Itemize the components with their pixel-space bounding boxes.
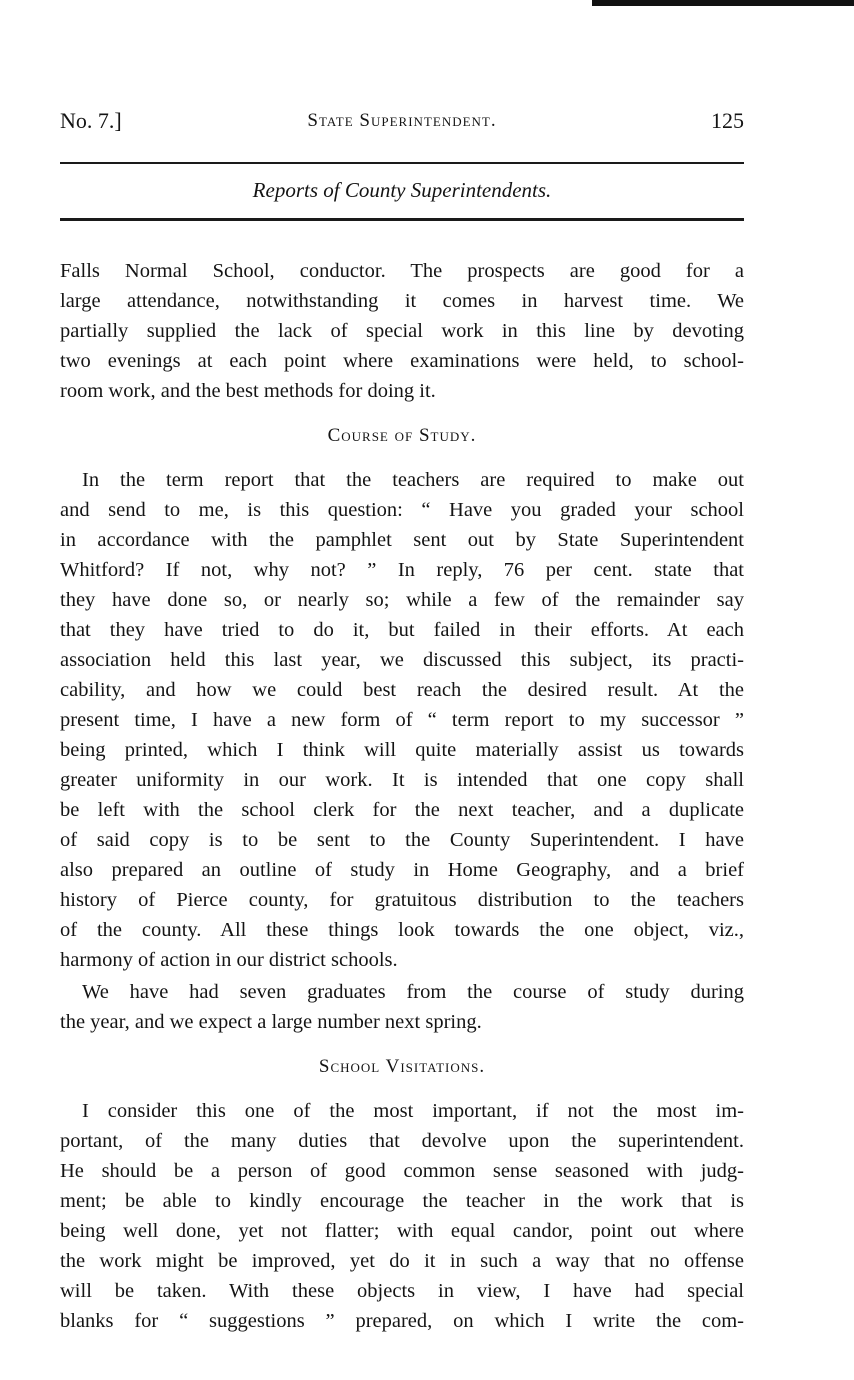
- text-line: harmony of action in our district schools.: [60, 949, 398, 971]
- text-line: greater uniformity in our work. It is intended that one copy shall: [60, 769, 744, 791]
- text-line: that they have tried to do it, but failed in their efforts. At each: [60, 619, 744, 641]
- text-line: We have had seven graduates from the course of study during: [82, 981, 744, 1003]
- text-line: Whitford? If not, why not? ” In reply, 76 per cent. state that: [60, 559, 744, 581]
- text-line: be left with the school clerk for the next teacher, and a duplicate: [60, 799, 744, 821]
- text-line: portant, of the many duties that devolve upon the superintendent.: [60, 1130, 744, 1152]
- header-rule-top: [60, 162, 744, 164]
- running-title: State Superintendent.: [307, 110, 497, 131]
- text-line: large attendance, notwithstanding it comes in harvest time. We: [60, 290, 744, 312]
- paragraph-course-of-study: [60, 465, 744, 975]
- text-line: Falls Normal School, conductor. The prospects are good for a: [60, 260, 744, 282]
- document-number: No. 7.]: [60, 108, 122, 133]
- text-line: association held this last year, we discussed this subject, its practi-: [60, 649, 744, 671]
- text-line: ment; be able to kindly encourage the teacher in the work that is: [60, 1190, 744, 1212]
- paragraph-graduates: [60, 977, 744, 1037]
- text-line: history of Pierce county, for gratuitous distribution to the teachers: [60, 889, 744, 911]
- heading-course-of-study: Course of Study.: [327, 425, 477, 446]
- text-line: In the term report that the teachers are required to make out: [82, 469, 744, 491]
- text-line: they have done so, or nearly so; while a few of the remainder say: [60, 589, 744, 611]
- text-line: the year, and we expect a large number next spring.: [60, 1011, 482, 1033]
- text-line: of said copy is to be sent to the County Superintendent. I have: [60, 829, 744, 851]
- text-line: the work might be improved, yet do it in such a way that no offense: [60, 1250, 744, 1272]
- text-line: cability, and how we could best reach the desired result. At the: [60, 679, 744, 701]
- heading-school-visitations: School Visitations.: [318, 1056, 486, 1077]
- text-line: room work, and the best methods for doing it.: [60, 380, 436, 402]
- text-line: being well done, yet not flatter; with equal candor, point out where: [60, 1220, 744, 1242]
- text-line: partially supplied the lack of special work in this line by devoting: [60, 320, 744, 342]
- text-line: present time, I have a new form of “ term report to my successor ”: [60, 709, 744, 731]
- text-line: two evenings at each point where examinations were held, to school-: [60, 350, 744, 372]
- text-line: blanks for “ suggestions ” prepared, on which I write the com-: [60, 1310, 744, 1332]
- text-line: He should be a person of good common sense seasoned with judg-: [60, 1160, 744, 1182]
- text-line: being printed, which I think will quite materially assist us towards: [60, 739, 744, 761]
- paragraph-school-visitations: [60, 1096, 744, 1336]
- paragraph-falls-normal: [60, 256, 744, 406]
- text-line: of the county. All these things look towards the one object, viz.,: [60, 919, 744, 941]
- page-edge-mark: [592, 0, 854, 6]
- header-rule-bottom: [60, 218, 744, 221]
- text-line: also prepared an outline of study in Home Geography, and a brief: [60, 859, 744, 881]
- text-line: in accordance with the pamphlet sent out by State Superintendent: [60, 529, 744, 551]
- text-line: I consider this one of the most important, if not the most im-: [82, 1100, 744, 1122]
- running-header: [60, 108, 744, 136]
- section-subtitle: Reports of County Superintendents.: [252, 178, 552, 202]
- text-line: will be taken. With these objects in view, I have had special: [60, 1280, 744, 1302]
- text-line: and send to me, is this question: “ Have you graded your school: [60, 499, 744, 521]
- page-number: 125: [711, 108, 744, 133]
